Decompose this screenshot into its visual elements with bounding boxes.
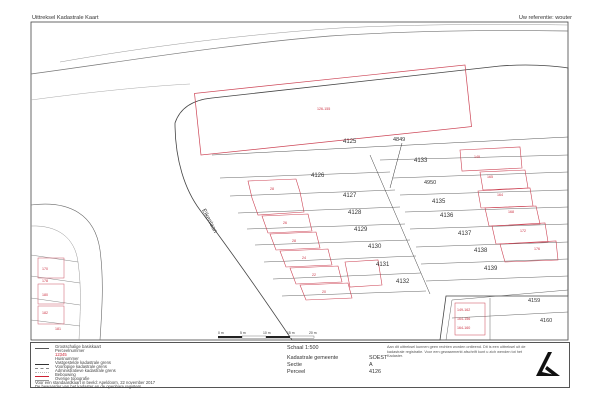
legend-item: Huisnummer: [55, 356, 79, 361]
legend-footnote: De bewaarder van het kadaster en de openbare registers: [35, 384, 142, 389]
gemeente-value: SOEST: [369, 355, 388, 361]
legend-panel: [30, 342, 570, 388]
house-number: 180: [42, 293, 48, 297]
scale-bar: [218, 331, 317, 338]
parcel-label: 4125: [343, 139, 357, 145]
parcel-label: 4127: [343, 193, 357, 199]
street-name: Eikenlaan: [200, 208, 218, 235]
buildings-left: [248, 179, 382, 300]
road-edge-line: [31, 204, 102, 340]
house-number: 126-155: [317, 107, 331, 111]
leader-line: [390, 143, 402, 188]
parcel-label: 4129: [354, 227, 368, 233]
house-number: 164: [497, 193, 503, 197]
map-title: Uittreksel Kadastrale Kaart: [32, 15, 99, 21]
scale-tick: 5 m: [240, 331, 246, 335]
legend-item: Voorlopige kadastrale grens: [35, 364, 107, 369]
legend-item: Vastgestelde kadastrale grens: [35, 360, 111, 365]
right-column-lines: [380, 155, 568, 281]
legend-footnote: Voor een standaardkaart in beeld: Apeldoorn, 22 november 2017: [35, 380, 156, 385]
house-number: 20: [322, 290, 326, 294]
house-number: 178: [42, 279, 48, 283]
parcel-label: 4950: [424, 180, 437, 186]
parcel-label: 4136: [440, 213, 454, 219]
house-number: 176: [534, 247, 540, 251]
lower-right-parcels: [446, 290, 568, 340]
parcel-line: [212, 137, 568, 155]
scale-tick: 20 m: [309, 331, 317, 335]
user-reference: Uw referentie: wouter: [518, 15, 572, 21]
legend-item: Administratieve kadastrale grens: [35, 368, 116, 373]
house-number: 26: [283, 221, 287, 225]
parcel-label: 4126: [311, 173, 325, 179]
scale-tick: 15 m: [287, 331, 295, 335]
building-4125: [195, 65, 472, 155]
parcel-label: 4139: [484, 266, 498, 272]
legend-item: Overige topografie: [35, 376, 89, 381]
parcel-label: 4138: [474, 248, 488, 254]
house-number: 165: [487, 175, 493, 179]
house-number: 28: [292, 239, 296, 243]
road-edge-line: [31, 84, 190, 100]
road-edge-line: [60, 24, 568, 62]
scale-tick: 0 m: [218, 331, 224, 335]
block-outline: [175, 65, 568, 340]
map-frame: [31, 22, 568, 340]
house-number: 24: [302, 256, 306, 260]
sectie-value: A: [369, 362, 373, 368]
parcel-label: 4159: [528, 298, 541, 304]
house-number: 149: [474, 155, 480, 159]
legend-item: Grootschalige basiskaart: [35, 344, 101, 349]
perceel-value: 4126: [369, 369, 381, 375]
parcel-label: 4137: [458, 231, 472, 237]
parcel-label: 4130: [368, 244, 382, 250]
gemeente-label: Kadastrale gemeente: [287, 355, 339, 361]
perceel-label: Perceel: [287, 369, 306, 375]
house-number: 28: [270, 187, 274, 191]
house-number: 149-162: [457, 308, 471, 312]
parcel-label: 4135: [432, 199, 446, 205]
house-number: 172: [520, 229, 526, 233]
sectie-label: Sectie: [287, 362, 302, 368]
disclaimer-text: Aan dit uittreksel kunnen geen rechten worden ontleend. Dit is een uittreksel uit de kadastrale registratie. Voor een gewaarmerkt afschrift kunt u zich wenden tot het Kadaster.: [387, 345, 526, 359]
legend-item: Bebouwing: [35, 372, 76, 377]
kadaster-logo-icon: [533, 349, 563, 379]
parcel-label: 4849: [393, 137, 406, 143]
house-number: 182: [42, 311, 48, 315]
map-scale: Schaal 1:500: [287, 345, 319, 351]
house-number: 164-160: [457, 326, 471, 330]
legend-item: 12345: [55, 352, 67, 357]
house-number: 168: [508, 210, 514, 214]
buildings-right: [460, 147, 558, 262]
parcel-label: 4133: [414, 158, 428, 164]
parcel-label: 4131: [376, 262, 390, 268]
house-number: 22: [312, 273, 316, 277]
left-parcels: [31, 255, 80, 326]
parcel-label: 4132: [396, 279, 410, 285]
house-number: 181: [55, 327, 61, 331]
house-number: 164-156: [457, 317, 471, 321]
house-number: 170: [42, 267, 48, 271]
parcel-label: 4128: [348, 210, 362, 216]
left-column-lines: [220, 155, 430, 296]
parcel-label: 4160: [540, 318, 553, 324]
scale-tick: 10 m: [263, 331, 271, 335]
legend-item: Perceelnummer: [55, 348, 85, 353]
